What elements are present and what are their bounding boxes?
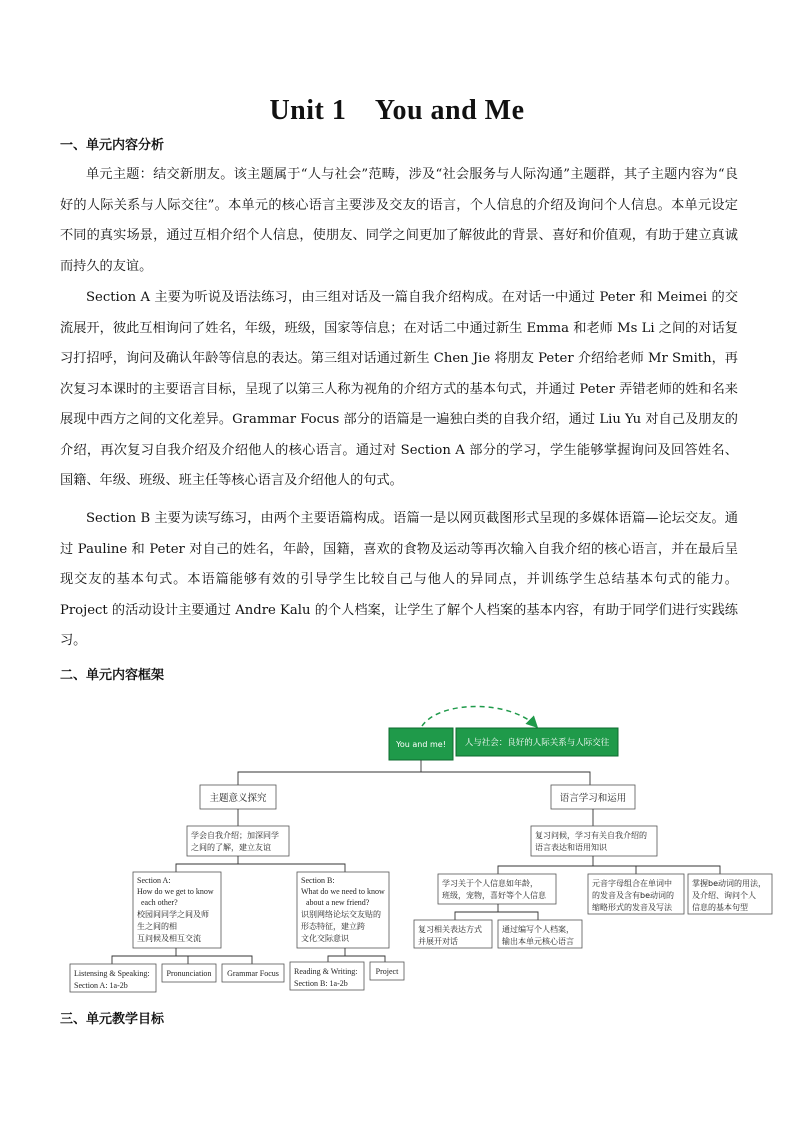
right-goal-line-2: 语言表达和语用知识: [535, 843, 607, 852]
right-node-pron-line-2: 的发音及含有be动词的: [592, 891, 674, 900]
leaf-rw-line-1: Reading & Writing:: [294, 967, 358, 976]
section-a-line-5: 生之间的相: [137, 922, 177, 931]
leaf-pron-label: Pronunciation: [166, 969, 212, 978]
page-title: Unit 1 You and Me: [269, 95, 525, 126]
right-node-gram-line-1: 掌握be动词的用法，: [692, 879, 766, 888]
leaf-gf-label: Grammar Focus: [227, 969, 279, 978]
right-leaf-dialogue-line-1: 复习相关表达方式: [418, 925, 482, 934]
section-b-line-1: Section B:: [301, 876, 335, 885]
section-heading-framework: 二、单元内容框架: [60, 668, 165, 683]
section-b-line-5: 形态特征，建立跨: [301, 922, 365, 931]
right-node-info-line-2: 班级，宠物，喜好等个人信息: [442, 891, 546, 900]
left-goal-line-1: 学会自我介绍；加深同学: [191, 831, 279, 840]
leaf-ls-line-1: Listensing & Speaking:: [74, 969, 150, 978]
right-leaf-dialogue-line-2: 并展开对话: [418, 937, 458, 946]
section-b-line-4: 识别网络论坛交友贴的: [301, 910, 381, 919]
section-heading-analysis: 一、单元内容分析: [60, 138, 165, 153]
right-node-pron-line-3: 缩略形式的发音及写法: [592, 903, 672, 912]
right-node-pron-line-1: 元音字母组合在单词中: [592, 879, 672, 888]
leaf-proj-label: Project: [375, 967, 399, 976]
section-a-line-3: each other?: [141, 898, 178, 907]
section-b-line-6: 文化交际意识: [301, 934, 349, 943]
leaf-rw-line-2: Section B: 1a-2b: [294, 979, 348, 988]
right-node-info-line-1: 学习关于个人信息如年龄，: [442, 879, 538, 888]
section-a-line-4: 校园间同学之间及师: [137, 910, 209, 919]
paragraph-section-b: Section B 主要为读写练习，由两个主要语篇构成。语篇一是以网页截图形式呈现的多媒体语篇—论坛交友。通过 Pauline 和 Peter 对自己的姓名，年龄，国籍，喜欢的食物及运动等再次输入自我介绍的核心语言，并在最后呈现交友的基本句式。本语篇能够有效的引导学生比较自己与他人的异同点，并训练学生总结基本句式的能力。Project 的活动设计主要通过 Andre Kalu 的个人档案，让学生了解个人档案的基本内容，有助于同学们进行实践练习。: [60, 511, 738, 648]
root-node-label: You and me!: [396, 740, 446, 749]
left-branch-label: 主题意义探究: [209, 793, 267, 804]
section-b-line-2: What do we need to know: [301, 887, 385, 896]
right-leaf-profile-line-2: 输出本单元核心语言: [502, 937, 574, 946]
section-a-line-2: How do we get to know: [137, 887, 214, 896]
section-b-line-3: about a new friend?: [306, 898, 370, 907]
leaf-ls-line-2: Section A: 1a-2b: [74, 981, 128, 990]
right-node-gram-line-3: 信息的基本句型: [692, 903, 748, 912]
left-goal-line-2: 之间的了解，建立友谊: [191, 843, 271, 852]
relation-arrow: [422, 707, 536, 727]
section-heading-objectives: 三、单元教学目标: [60, 1012, 165, 1027]
right-branch-label: 语言学习和运用: [559, 793, 627, 804]
right-node-gram-line-2: 及介绍、询问个人: [692, 891, 756, 900]
theme-node-label: 人与社会：良好的人际关系与人际交往: [464, 738, 610, 748]
paragraph-section-a: Section A 主要为听说及语法练习，由三组对话及一篇自我介绍构成。在对话一中通过 Peter 和 Meimei 的交流展开，彼此互相询问了姓名，年级，班级，国家等信息；在对话二中通过新生 Emma 和老师 Ms Li 之间的对话复习打招呼，询问及确认年龄等信息的表达。第三组对话通过新生 Chen Jie 将朋友 Peter 介绍给老师 Mr Smith，再次复习本课时的主要语言目标，呈现了以第三人称为视角的介绍方式的基本句式，并通过 Peter 弄错老师的姓和名来展现中西方之间的文化差异。Grammar Focus 部分的语篇是一遍独白类的自我介绍，通过 Liu Yu 对自己及朋友的介绍，再次复习自我介绍及介绍他人的核心语言。通过对 Section A 部分的学习，学生能够掌握询问及回答姓名、国籍、年级、班级、班主任等核心语言及介绍他人的句式。: [60, 290, 738, 488]
section-a-line-6: 互问候及相互交流: [137, 934, 201, 943]
paragraph-theme: 单元主题：结交新朋友。该主题属于“人与社会”范畴，涉及“社会服务与人际沟通”主题群，其子主题内容为“良好的人际关系与人际交往”。本单元的核心语言主要涉及交友的语言，个人信息的介绍及询问个人信息。本单元设定不同的真实场景，通过互相介绍个人信息，使朋友、同学之间更加了解彼此的背景、喜好和价值观，有助于建立真诚而持久的友谊。: [60, 167, 738, 274]
right-goal-line-1: 复习问候，学习有关自我介绍的: [535, 831, 647, 840]
right-leaf-profile-line-1: 通过编写个人档案，: [502, 925, 574, 934]
section-a-line-1: Section A:: [137, 876, 171, 885]
